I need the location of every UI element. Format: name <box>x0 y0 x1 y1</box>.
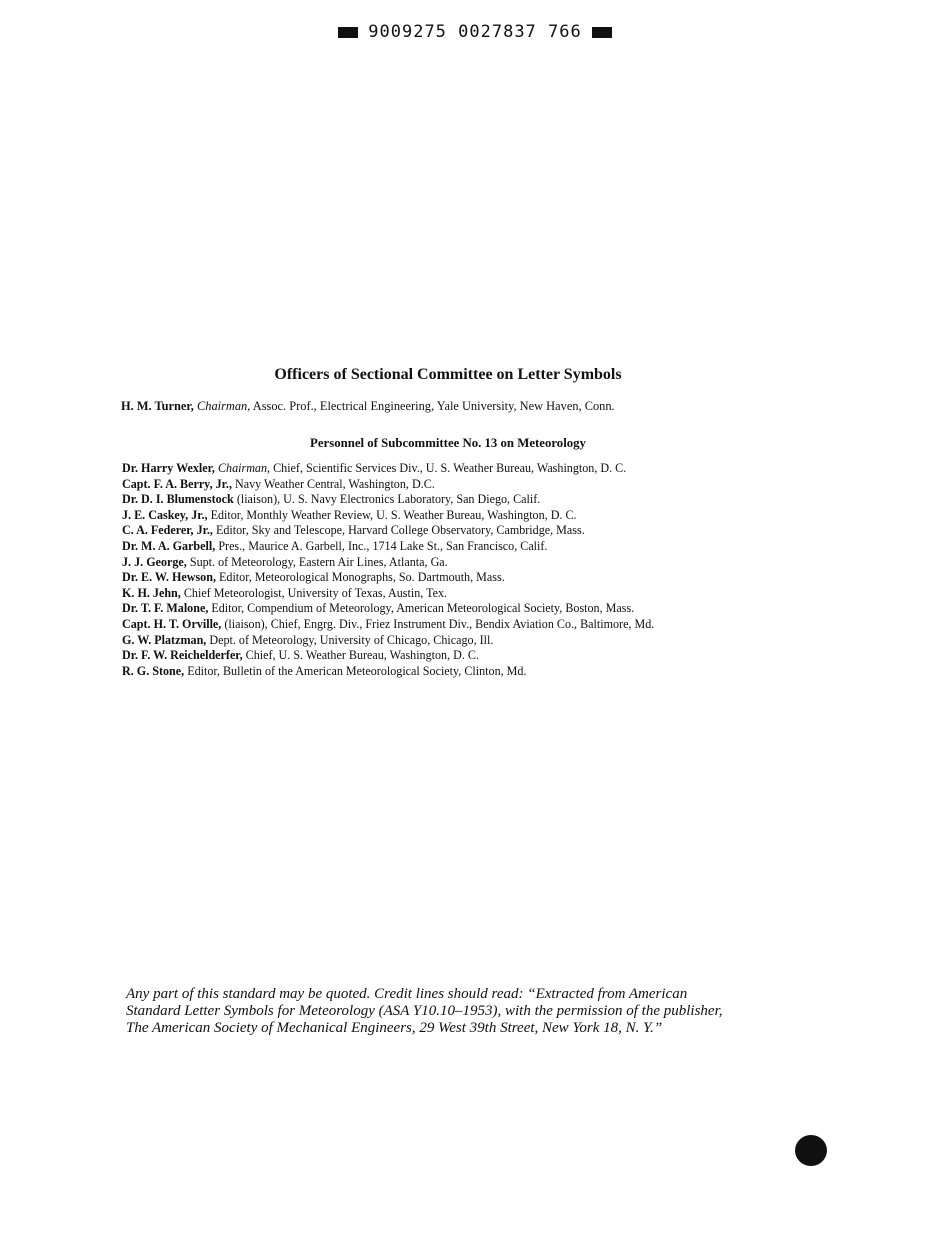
member-name: J. E. Caskey, Jr., <box>122 507 208 522</box>
chairman-details: Assoc. Prof., Electrical Engineering, Yale University, New Haven, Conn. <box>252 399 615 413</box>
member-details: Pres., Maurice A. Garbell, Inc., 1714 Lake St., San Francisco, Calif. <box>218 538 548 553</box>
member-details: Chief, U. S. Weather Bureau, Washington, D. C. <box>245 648 480 663</box>
personnel-entry <box>122 648 654 664</box>
member-details: Editor, Compendium of Meteorology, American Meteorological Society, Boston, Mass. <box>211 601 635 616</box>
personnel-entry <box>122 539 654 555</box>
barcode-number: 9009275 0027837 766 <box>368 22 582 42</box>
member-details: Editor, Bulletin of the American Meteorological Society, Clinton, Md. <box>187 663 527 678</box>
member-name: K. H. Jehn, <box>122 585 181 600</box>
member-name: R. G. Stone, <box>122 663 185 678</box>
member-details: Editor, Sky and Telescope, Harvard College Observatory, Cambridge, Mass. <box>215 523 585 538</box>
credit-note <box>126 986 796 1037</box>
page-title: Officers of Sectional Committee on Letter Symbols <box>274 366 622 383</box>
personnel-entry <box>122 477 654 493</box>
personnel-entry <box>122 492 654 508</box>
personnel-entry <box>122 508 654 524</box>
member-name: G. W. Platzman, <box>122 632 207 647</box>
member-details: Chief, Scientific Services Div., U. S. Weather Bureau, Washington, D. C. <box>273 461 627 475</box>
member-name: C. A. Federer, Jr., <box>122 523 213 538</box>
credit-note-line: The American Society of Mechanical Engineers, 29 West 39th Street, New York 18, N. Y.” <box>126 1020 663 1036</box>
member-details: Supt. of Meteorology, Eastern Air Lines, Atlanta, Ga. <box>189 554 448 569</box>
member-details: (liaison), U. S. Navy Electronics Laboratory, San Diego, Calif. <box>236 492 541 507</box>
personnel-entry <box>122 555 654 571</box>
chairman-role: Chairman, <box>196 399 251 413</box>
member-name: Dr. F. W. Reichelderfer, <box>122 648 243 663</box>
scan-barcode <box>0 22 950 42</box>
member-details: Editor, Monthly Weather Review, U. S. Weather Bureau, Washington, D. C. <box>210 507 577 522</box>
ink-blot <box>795 1135 827 1166</box>
member-name: Dr. Harry Wexler, <box>122 461 215 475</box>
committee-chairman <box>121 399 615 414</box>
personnel-entry <box>122 586 654 602</box>
personnel-entry <box>122 664 654 680</box>
personnel-entry <box>122 523 654 539</box>
member-details: Navy Weather Central, Washington, D.C. <box>235 476 435 491</box>
personnel-entry <box>122 617 654 633</box>
member-name: Capt. F. A. Berry, Jr., <box>122 476 232 491</box>
personnel-entry <box>122 570 654 586</box>
member-name: Dr. E. W. Hewson, <box>122 570 216 585</box>
member-name: Dr. M. A. Garbell, <box>122 538 216 553</box>
member-name: Capt. H. T. Orville, <box>122 616 222 631</box>
member-name: Dr. D. I. Blumenstock <box>122 492 234 507</box>
personnel-entry <box>122 601 654 617</box>
member-name: J. J. George, <box>122 554 187 569</box>
subcommittee-title: Personnel of Subcommittee No. 13 on Meteorology <box>310 436 586 450</box>
member-details: Dept. of Meteorology, University of Chicago, Chicago, Ill. <box>209 632 494 647</box>
personnel-entry <box>122 461 654 477</box>
credit-note-line: Any part of this standard may be quoted. Credit lines should read: “Extracted from American <box>126 986 688 1002</box>
barcode-block-right <box>592 27 612 38</box>
personnel-list <box>122 461 654 679</box>
barcode-block-left <box>338 27 358 38</box>
member-name: Dr. T. F. Malone, <box>122 601 209 616</box>
member-role: Chairman, <box>217 461 271 475</box>
member-details: Editor, Meteorological Monographs, So. Dartmouth, Mass. <box>219 570 505 585</box>
credit-note-line: Standard Letter Symbols for Meteorology (ASA Y10.10–1953), with the permission of the publisher, <box>126 1003 723 1019</box>
member-details: (liaison), Chief, Engrg. Div., Friez Instrument Div., Bendix Aviation Co., Baltimore, Md. <box>224 616 655 631</box>
chairman-name: H. M. Turner, <box>121 399 194 413</box>
member-details: Chief Meteorologist, University of Texas, Austin, Tex. <box>183 585 448 600</box>
personnel-entry <box>122 633 654 649</box>
